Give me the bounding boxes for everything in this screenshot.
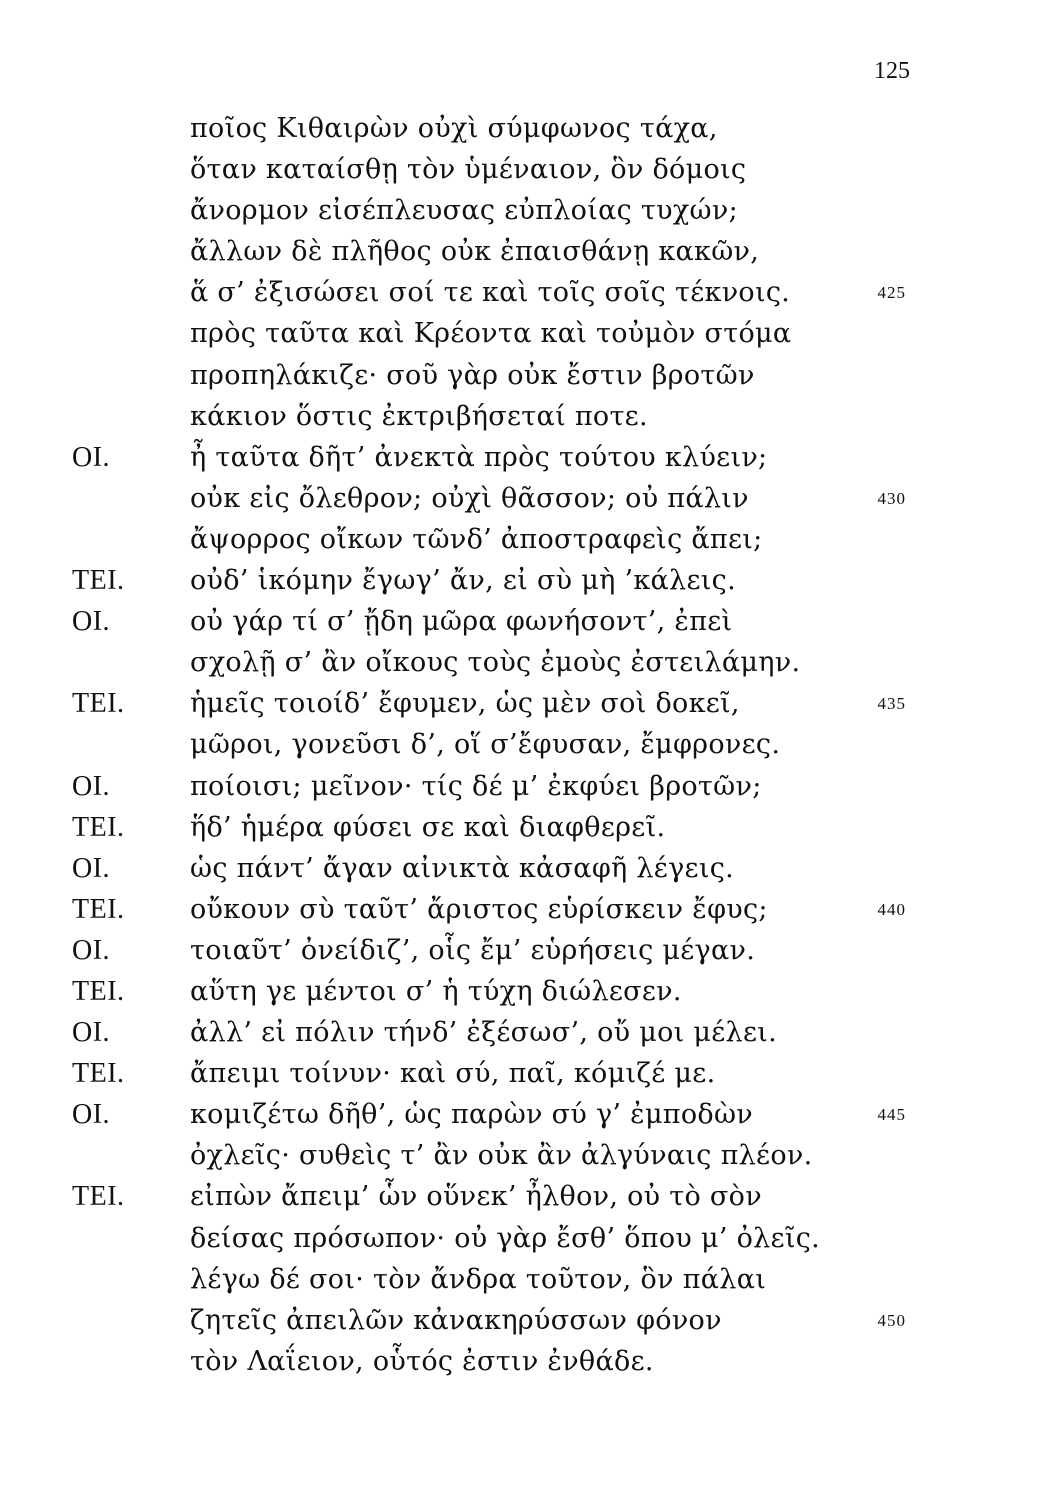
verse-line — [0, 724, 1064, 765]
verse-line — [0, 642, 1064, 683]
line-text: ποίοισι; μεῖνον· τίς δέ μ’ ἐκφύει βροτῶν; — [190, 770, 762, 802]
verse-line — [0, 519, 1064, 560]
line-text: ζητεῖς ἀπειλῶν κἀνακηρύσσων φόνον — [190, 1304, 722, 1336]
verse-line — [0, 1135, 1064, 1176]
line-text: οὐ γάρ τί σ’ ᾔδη μῶρα φωνήσοντ’, ἐπεὶ — [190, 606, 733, 638]
line-text: σχολῇ σ’ ἂν οἴκους τοὺς ἐμοὺς ἐστειλάμην. — [190, 647, 801, 679]
verse-line — [0, 930, 1064, 971]
line-text: πρὸς ταῦτα καὶ Κρέοντα καὶ τοὐμὸν στόμα — [190, 318, 792, 350]
line-text: ἄλλων δὲ πλῆθος οὐκ ἐπαισθάνῃ κακῶν, — [190, 236, 760, 268]
line-text: ὡς πάντ’ ἄγαν αἰνικτὰ κἀσαφῆ λέγεις. — [190, 852, 735, 884]
verse-line — [0, 437, 1064, 478]
line-text: ἥδ’ ἡμέρα φύσει σε καὶ διαφθερεῖ. — [190, 811, 666, 843]
line-text: κάκιον ὅστις ἐκτριβήσεταί ποτε. — [190, 400, 648, 432]
line-text: τὸν Λαΐειον, οὗτός ἐστιν ἐνθάδε. — [190, 1345, 654, 1377]
speaker-label: ΟΙ. — [72, 934, 111, 966]
speaker-label: ΟΙ. — [72, 1017, 111, 1049]
line-number: 445 — [877, 1105, 906, 1125]
line-text: προπηλάκιζε· σοῦ γὰρ οὐκ ἔστιν βροτῶν — [190, 359, 755, 391]
line-number: 430 — [877, 488, 906, 508]
verse-line — [0, 313, 1064, 354]
line-text: κομιζέτω δῆθ’, ὡς παρὼν σύ γ’ ἐμποδὼν — [190, 1099, 753, 1131]
verse-line — [0, 971, 1064, 1012]
line-text: ὀχλεῖς· συθεὶς τ’ ἂν οὐκ ἂν ἀλγύναις πλέον. — [190, 1140, 813, 1172]
verse-line — [0, 1300, 1064, 1341]
verse-line — [0, 807, 1064, 848]
verse-line — [0, 190, 1064, 231]
speaker-label: ΟΙ. — [72, 606, 111, 638]
line-text: ἄπειμι τοίνυν· καὶ σύ, παῖ, κόμιζέ με. — [190, 1058, 716, 1090]
verse-line — [0, 1341, 1064, 1382]
speaker-label: ΤΕΙ. — [72, 1058, 125, 1090]
speaker-label: ΟΙ. — [72, 1099, 111, 1131]
verse-line — [0, 848, 1064, 889]
verse-line — [0, 1053, 1064, 1094]
verse-line — [0, 1094, 1064, 1135]
verse-line — [0, 1012, 1064, 1053]
line-text: ἄνορμον εἰσέπλευσας εὐπλοίας τυχών; — [190, 195, 738, 227]
verse-line — [0, 766, 1064, 807]
line-text: οὐδ’ ἱκόμην ἔγωγ’ ἄν, εἰ σὺ μὴ ’κάλεις. — [190, 565, 736, 597]
verse-line — [0, 231, 1064, 272]
line-text: ἅ σ’ ἐξισώσει σοί τε καὶ τοῖς σοῖς τέκνοις. — [190, 277, 791, 309]
speaker-label: ΤΕΙ. — [72, 1181, 125, 1213]
line-number: 435 — [877, 694, 906, 714]
verse-line — [0, 396, 1064, 437]
verse-line — [0, 1259, 1064, 1300]
line-text: τοιαῦτ’ ὀνείδιζ’, οἷς ἔμ’ εὑρήσεις μέγαν. — [190, 934, 756, 966]
line-text: ὅταν καταίσθῃ τὸν ὑμέναιον, ὃν δόμοις — [190, 154, 747, 186]
line-text: ἡμεῖς τοιοίδ’ ἔφυμεν, ὡς μὲν σοὶ δοκεῖ, — [190, 688, 740, 720]
line-text: ποῖος Κιθαιρὼν οὐχὶ σύμφωνος τάχα, — [190, 113, 718, 144]
line-number: 440 — [877, 899, 906, 919]
line-number: 450 — [877, 1310, 906, 1330]
line-text: ἦ ταῦτα δῆτ’ ἀνεκτὰ πρὸς τούτου κλύειν; — [190, 441, 768, 473]
line-text: λέγω δέ σοι· τὸν ἄνδρα τοῦτον, ὃν πάλαι — [190, 1263, 767, 1295]
verse-line — [0, 108, 1064, 149]
verse-text — [0, 108, 1064, 1382]
line-text: οὐκ εἰς ὄλεθρον; οὐχὶ θᾶσσον; οὐ πάλιν — [190, 482, 749, 514]
line-text: αὕτη γε μέντοι σ’ ἡ τύχη διώλεσεν. — [190, 975, 682, 1007]
speaker-label: ΤΕΙ. — [72, 811, 125, 843]
verse-line — [0, 889, 1064, 930]
verse-line — [0, 560, 1064, 601]
verse-line — [0, 478, 1064, 519]
speaker-label: ΟΙ. — [72, 770, 111, 802]
verse-line — [0, 355, 1064, 396]
line-text: ἀλλ’ εἰ πόλιν τήνδ’ ἐξέσωσ’, οὔ μοι μέλει. — [190, 1017, 778, 1049]
verse-line — [0, 1176, 1064, 1217]
speaker-label: ΤΕΙ. — [72, 688, 125, 720]
speaker-label: ΤΕΙ. — [72, 975, 125, 1007]
line-text: εἰπὼν ἄπειμ’ ὧν οὕνεκ’ ἦλθον, οὐ τὸ σὸν — [190, 1181, 762, 1213]
speaker-label: ΤΕΙ. — [72, 893, 125, 925]
line-text: μῶροι, γονεῦσι δ’, οἵ σ’ἔφυσαν, ἔμφρονες. — [190, 729, 781, 761]
verse-line — [0, 272, 1064, 313]
line-text: δείσας πρόσωπον· οὐ γὰρ ἔσθ’ ὅπου μ’ ὀλεῖς. — [190, 1222, 821, 1254]
speaker-label: ΤΕΙ. — [72, 565, 125, 597]
speaker-label: ΟΙ. — [72, 852, 111, 884]
verse-line — [0, 683, 1064, 724]
speaker-label: ΟΙ. — [72, 441, 111, 473]
verse-line — [0, 1218, 1064, 1259]
line-text: οὔκουν σὺ ταῦτ’ ἄριστος εὑρίσκειν ἔφυς; — [190, 893, 768, 925]
verse-line — [0, 149, 1064, 190]
verse-line — [0, 601, 1064, 642]
line-text: ἄψορρος οἴκων τῶνδ’ ἀποστραφεὶς ἄπει; — [190, 523, 763, 555]
page-number: 125 — [874, 58, 910, 84]
line-number: 425 — [877, 283, 906, 303]
